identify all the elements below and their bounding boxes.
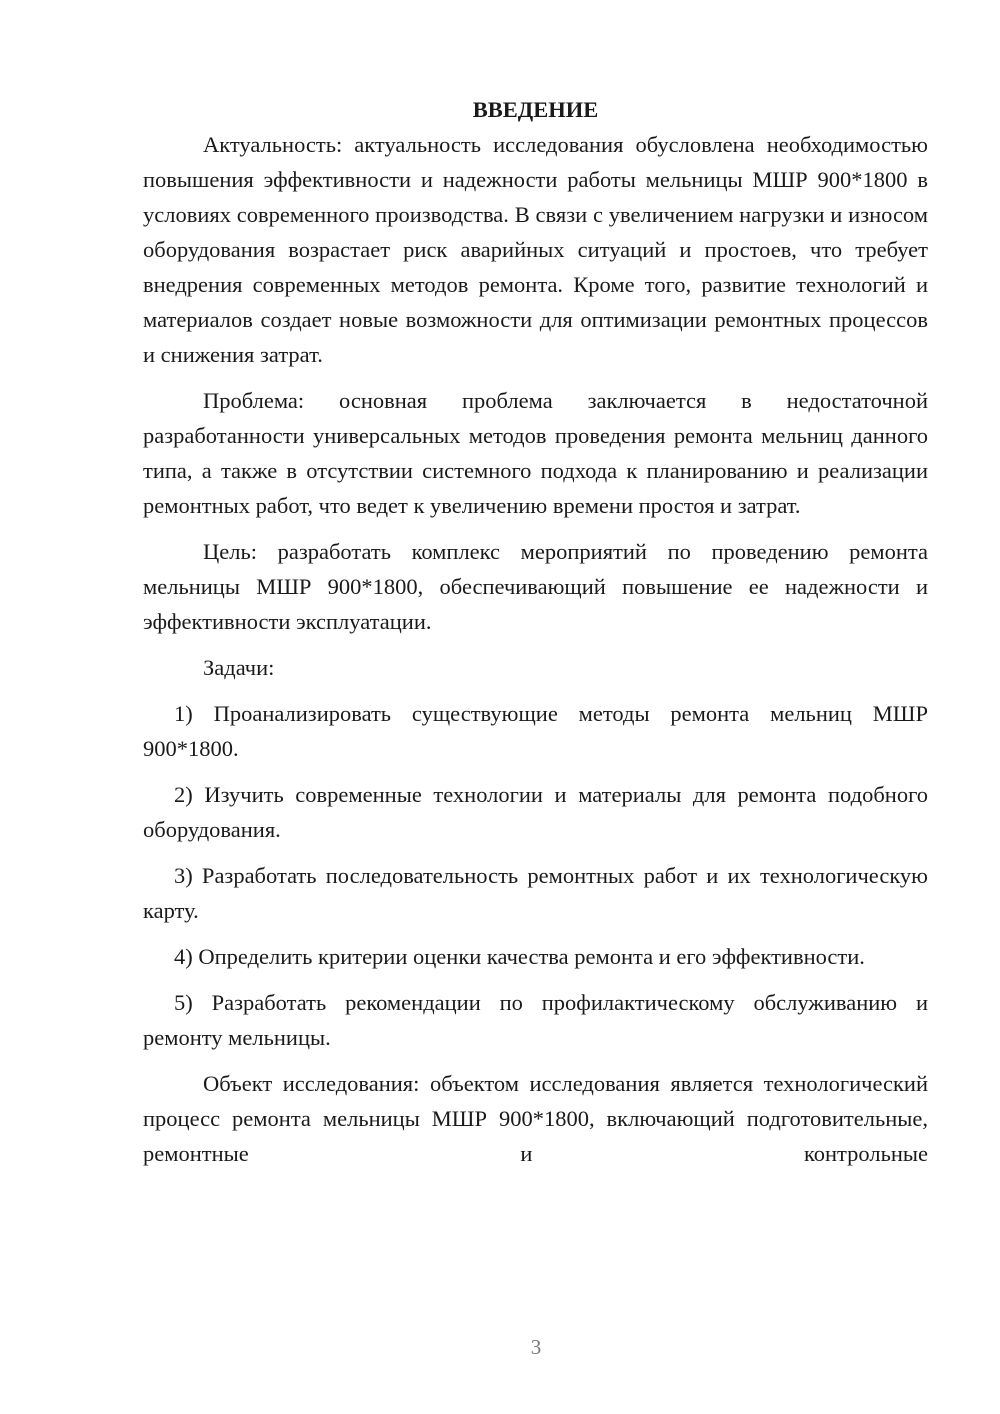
section-title: ВВЕДЕНИЕ — [472, 97, 599, 122]
paragraph-gap — [143, 766, 928, 777]
document-page — [143, 92, 928, 1171]
task-item: 2) Изучить современные технологии и материалы для ремонта подобного оборудования. — [143, 782, 928, 842]
paragraph-gap — [143, 372, 928, 383]
task-item: 3) Разработать последовательность ремонтных работ и их технологическую карту. — [143, 863, 928, 923]
paragraph-gap — [143, 974, 928, 985]
paragraph-object: Объект исследования: объектом исследования является технологический процесс ремонта мельницы МШР 900*1800, включающий подготовительные, ремонтные и контрольные — [143, 1071, 928, 1166]
paragraph-gap — [143, 523, 928, 534]
paragraph-gap — [143, 847, 928, 858]
task-item: 5) Разработать рекомендации по профилактическому обслуживанию и ремонту мельницы. — [143, 990, 928, 1050]
paragraph-gap — [143, 685, 928, 696]
paragraph-problem: Проблема: основная проблема заключается в недостаточной разработанности универсальных методов проведения ремонта мельниц данного типа, а также в отсутствии системного подхода к планированию и реализации ремонтных работ, что ведет к увеличению времени простоя и затрат. — [143, 388, 928, 518]
paragraph-gap — [143, 928, 928, 939]
task-item: 1) Проанализировать существующие методы ремонта мельниц МШР 900*1800. — [143, 701, 928, 761]
paragraph-goal: Цель: разработать комплекс мероприятий по проведению ремонта мельницы МШР 900*1800, обеспечивающий повышение ее надежности и эффективности эксплуатации. — [143, 539, 928, 634]
page-number: 3 — [530, 1335, 542, 1359]
tasks-heading: Задачи: — [203, 655, 275, 680]
task-item: 4) Определить критерии оценки качества ремонта и его эффективности. — [174, 944, 865, 969]
paragraph-relevance: Актуальность: актуальность исследования обусловлена необходимостью повышения эффективности и надежности работы мельницы МШР 900*1800 в условиях современного производства. В связи с увеличением нагрузки и износом оборудования возрастает риск аварийных ситуаций и простоев, что требует внедрения современных методов ремонта. Кроме того, развитие технологий и материалов создает новые возможности для оптимизации ремонтных процессов и снижения затрат. — [143, 132, 928, 367]
paragraph-gap — [143, 1055, 928, 1066]
paragraph-gap — [143, 639, 928, 650]
